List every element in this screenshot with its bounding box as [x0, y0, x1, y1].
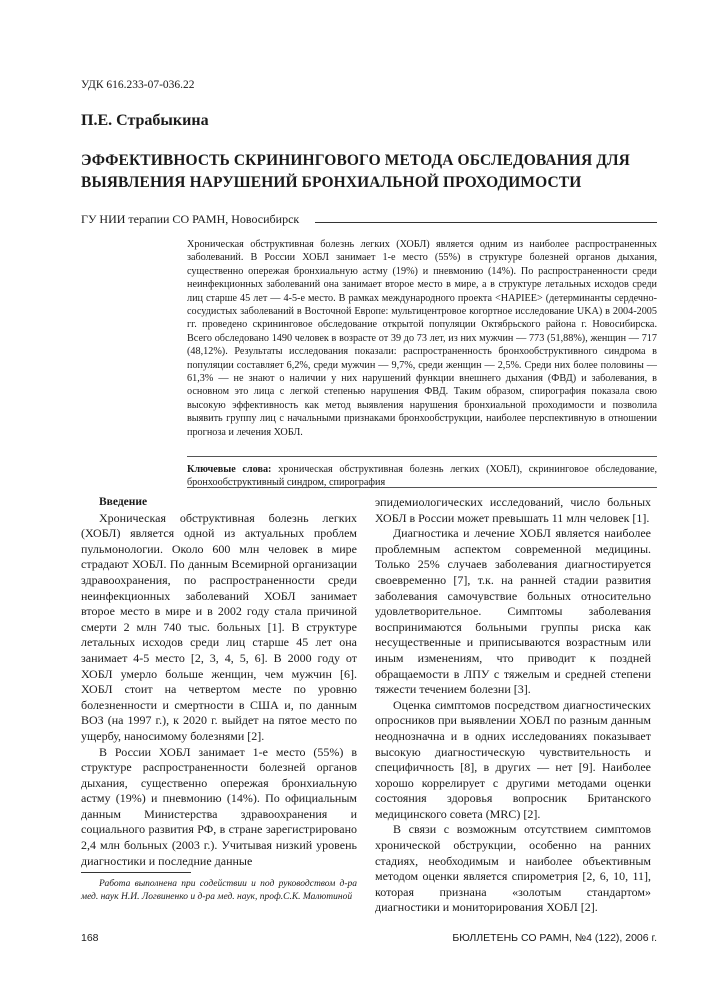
- keywords: [187, 463, 657, 490]
- right-column: [375, 495, 651, 916]
- abstract: Хроническая обструктивная болезнь легких (ХОБЛ) является одним из наиболее распространенных заболеваний. В России ХОБЛ занимает 1-е место (55%) в структуре болезней органов дыхания, существенно опережая бронхиальную астму (19%) и пневмонию (14%). По распространенности среди неинфекционных заболеваний она занимает второе место в мире, а в структуре летальных исходов среди лиц старше 45 лет — 4-5-е место. В рамках международного проекта <HAPIEE> (детерминанты сердечно-сосудистых заболеваний в Восточной Европе: мультицентровое когортное исследование UKA) в 2004-2005 гг. проведено скрининговое обследование открытой популяции Октябрьского района г. Новосибирска. Всего обследовано 1490 человек в возрасте от 39 до 73 лет, из них мужчин — 773 (51,88%), женщин — 717 (48,12%). Результаты исследования показали: распространенность бронхообструктивного синдрома в популяции составляет 6,2%, среди мужчин — 9,7%, среди женщин — 2,5%. Среди них более половины — 61,3% — не знают о наличии у них нарушений функции внешнего дыхания (ФВД) и заболевания, в основном это лица с легкой степенью нарушения ФВД. Таким образом, спирография показала свою высокую эффективность как метод выявления нарушения бронхиальной проходимости и позволила выявить группу лиц с начальными признаками бронхообструкции, наиболее перспективную в отношении прогноза и лечения ХОБЛ.: [187, 239, 657, 438]
- author-name: П.Е. Страбыкина: [81, 112, 209, 129]
- article-title: ЭФФЕКТИВНОСТЬ СКРИНИНГОВОГО МЕТОДА ОБСЛЕДОВАНИЯ ДЛЯ ВЫЯВЛЕНИЯ НАРУШЕНИЙ БРОНХИАЛЬНОЙ ПРОХОДИМОСТИ: [81, 152, 630, 191]
- paragraph: Оценка симптомов посредством диагностических опросников при выявлении ХОБЛ по разным данным неоднозначна и в одних исследованиях показывает высокую диагностическую чувствительность и специфичность [8], в других — нет [9]. Наиболее хорошо коррелирует с другими методами оценки состояния здоровья вопросник Британского медицинского совета (MRC) [2].: [375, 697, 651, 821]
- abstract-divider: [187, 456, 657, 457]
- footnote-divider: [81, 872, 191, 873]
- keywords-label: Ключевые слова:: [187, 464, 272, 475]
- page-number: 168: [81, 932, 99, 944]
- journal-name: БЮЛЛЕТЕНЬ СО РАМН, №4 (122), 2006 г.: [452, 932, 657, 944]
- section-heading-intro: Введение: [99, 496, 148, 508]
- udk-code: УДК 616.233-07-036.22: [81, 79, 195, 91]
- paragraph: эпидемиологических исследований, число больных ХОБЛ в России может превышать 11 млн человек [1].: [375, 495, 651, 525]
- footnote: Работа выполнена при содействии и под руководством д-ра мед. наук Н.И. Логвиненко и д-ра мед. наук, проф.С.К. Малютиной: [81, 879, 357, 902]
- keywords-text: хроническая обструктивная болезнь легких (ХОБЛ), скрининговое обследование, бронхообструктивный синдром, спирография: [187, 464, 658, 489]
- keywords-divider: [187, 487, 657, 488]
- paragraph: В связи с возможным отсутствием симптомов хронической обструкции, особенно на ранних стадиях, необходимым и наиболее объективным методом оценки является спирометрия [2, 6, 10, 11], которая признана «золотым стандартом» диагностики и мониторирования ХОБЛ [2].: [375, 822, 651, 915]
- affiliation-divider: [315, 222, 657, 223]
- paragraph: Хроническая обструктивная болезнь легких (ХОБЛ) является одной из актуальных проблем пульмонологии. Около 600 млн человек в мире страдают ХОБЛ. По данным Всемирной организации здравоохранения, по распространенности среди неинфекционных заболеваний ХОБЛ занимает второе место в мире и в 2002 году стала причиной смерти 2 млн 740 тыс. больных [1]. В структуре летальных исходов среди лиц старше 45 лет она занимает 4-5 место [2, 3, 4, 5, 6]. В 2000 году от ХОБЛ умерло больше женщин, чем мужчин [6]. ХОБЛ стоит на четвертом месте по уровню болезненности и смертности в США и, по данным ВОЗ (на 1997 г.), к 2020 г. выйдет на пятое место по ущербу, наносимому болезнями [2].: [81, 510, 357, 743]
- paragraph: Диагностика и лечение ХОБЛ является наиболее проблемным аспектом современной медицины. Только 25% случаев заболевания диагностируется своевременно [7], т.к. на ранней стадии развития заболевания самочувствие больных относительно удовлетворительное. Симптомы заболевания воспринимаются больными группы риска как несущественные и приписываются возрастным или иным изменениям, что приводит к поздней обращаемости в ЛПУ с тяжелым и средней степени тяжести течением болезни [3].: [375, 526, 651, 697]
- paragraph: В России ХОБЛ занимает 1-е место (55%) в структуре распространенности болезней органов дыхания, существенно опережая бронхиальную астму (19%) и пневмонию (14%). По официальным данным Министерства здравоохранения и социального развития РФ, в стране зарегистрировано 2,4 млн больных (2003 г.). Учитывая низкий уровень диагностики и последние данные: [81, 744, 357, 868]
- left-column: [81, 495, 357, 869]
- affiliation: ГУ НИИ терапии СО РАМН, Новосибирск: [81, 212, 300, 226]
